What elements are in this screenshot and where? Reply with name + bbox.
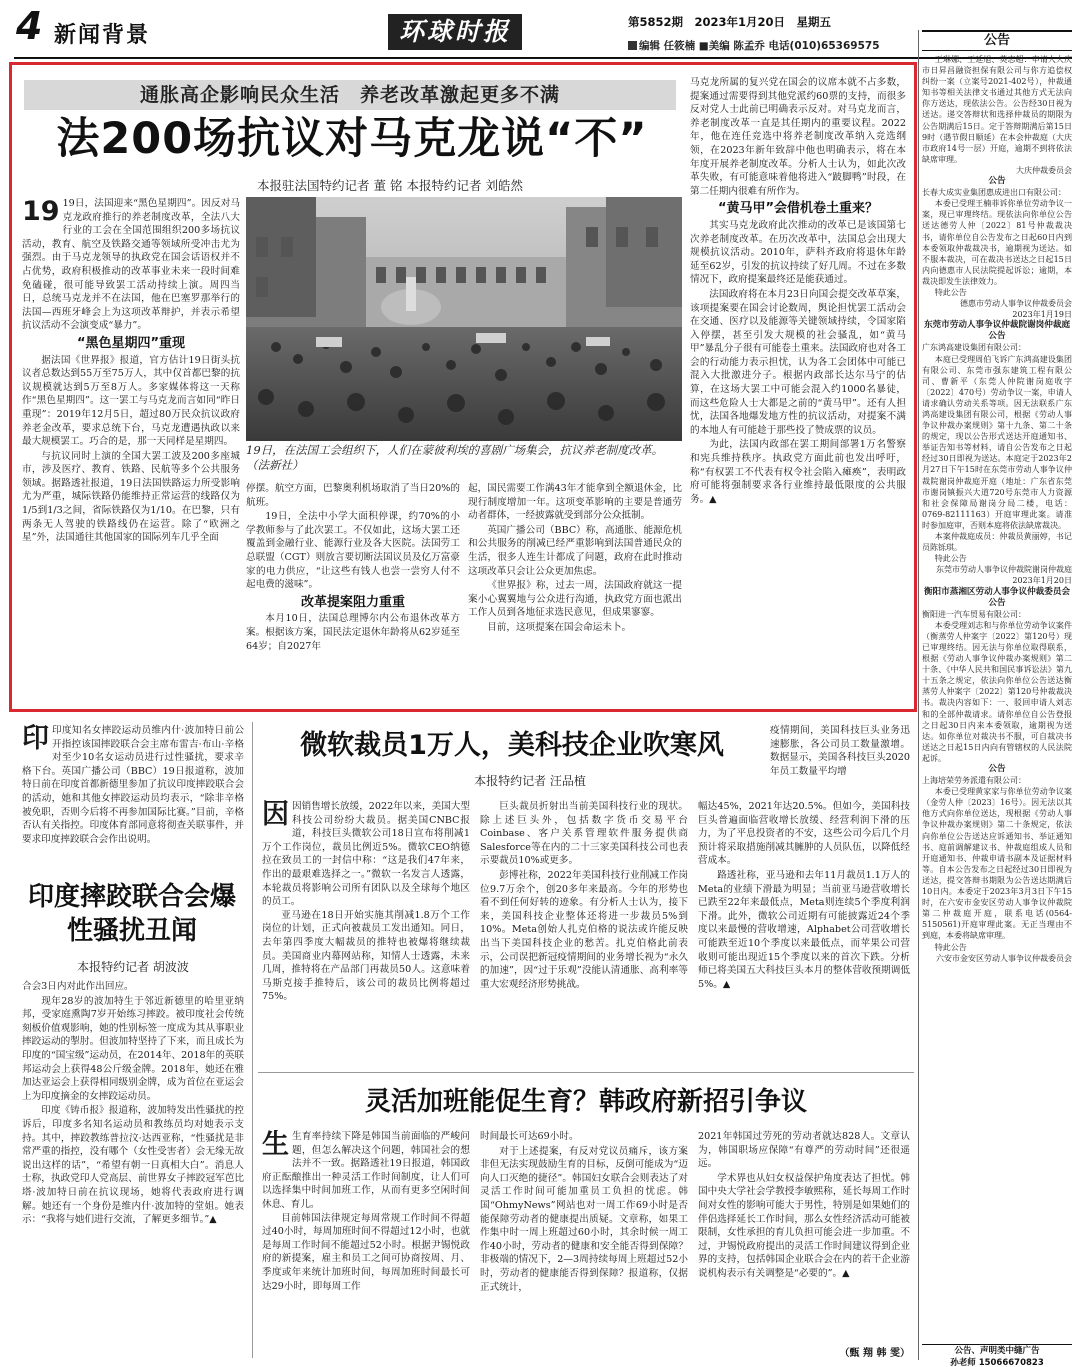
notice-heading-3: 东莞市劳动人事争议仲裁院谢岗仲裁庭公告 bbox=[923, 320, 1071, 342]
lead-col4c-text: 法国政府将在本月23日向国会提交改革草案，该项提案要在国会讨论数周，舆论担忧罢工活动会在交通、医疗以及能源等关键领域持续，令国家陷入停摆，甚至引发大规模的社会骚乱，如“黄马甲”暴乱分子很有可能卷土重来。法国政府也对各工会的行动能力表示担忧，认为各工会团体中可能已混入大批激进分子。根据内政部长达尔马宁的估算，在这场大罢工中可能会混入约1000名暴徒，而这些危险人士大都是之前的“黄马甲”。还有人担忧，法国各地爆发地方性的抗议活动，对提案不满的本地人有可能趁于那些投了赞成票的议员。 bbox=[690, 288, 906, 436]
microsoft-column-3 bbox=[698, 800, 910, 1062]
lead-col2b-text: 19日，全法中小学大面积停课，约70%的小学教师参与了此次罢工。不仅如此，这场大罢工还覆盖到金融行业、能源行业及各大医院。法国劳工总联盟（CGT）则放言要切断法国议员及亿万富豪家的电力供应，“让这些有钱人也尝一尝穷人付不起电费的滋味”。 bbox=[246, 511, 460, 591]
notice-column bbox=[922, 30, 1072, 1367]
dropcap: 19 bbox=[22, 197, 60, 227]
notice-title: 公告 bbox=[922, 30, 1072, 51]
dropcap: 因 bbox=[262, 800, 289, 830]
notice-text-4: 衡阳进一汽车贸易有限公司： bbox=[922, 609, 1026, 619]
editor-text: 编辑 任筱楠 ■美编 陈孟乔 电话(010)65369575 bbox=[639, 40, 880, 52]
korea-col1-text: 生育率持续下降是韩国当前面临的严峻问题，但怎么解决这个问题，韩国社会的想法并不一致。据路透社19日报道，韩国政府正酝酿推出一种灵活工作时间制度，让人们可以选择集中时间加班工作，从而有更多空闲时间休息、育儿。 bbox=[262, 1131, 470, 1210]
lead-subhead-3: “黄马甲”会借机卷土重来？ bbox=[717, 201, 879, 217]
notice-text-1: 王琳娜、王延旭、英志超：申请人大庆市日昇昌融资担保有限公司与你方追偿权纠纷一案（立案号2021-402号），仲裁通知书等相关法律文书通过其他方式无法向你方送达，现依法公告。公告经30日视为送达。递交答辩状和选择仲裁员的期限为公告期满后15日。定于答辩期满后第15日9时（遇节假日顺延）在本会仲裁庭（大庆市政府14号一层）开庭，逾期不到将依法缺席审理。 bbox=[922, 55, 1072, 164]
microsoft-col3b-text: 路透社称，亚马逊和去年11月裁员1.1万人的Meta的业绩下滑最为明显；当前亚马逊营收增长已跌至22年来最低点，Meta则连续5个季度利润下滑。此外，微软公司近期有可能披露近24个季度以来最慢的营收增速，Alphabet公司营收增长可能跌至近10个季度以来最低点，而苹果公司营收则可能出现近15个季度以来的首次下跌。分析师已将美国五大科技巨头本月的整体营收预期调低5%。▲ bbox=[698, 869, 910, 990]
notice-text-4b: 本委受理刘志和与你单位劳动争议案件（衡蒸劳人仲案字〔2022〕第120号）现已审理终结。因无法与你单位取得联系，根据《劳动人事争议仲裁办案规则》第二十条、《中华人民共和国民事诉讼法》第九十五条之规定，依法向你单位公告送达衡蒸劳人仲案字〔2022〕第120号仲裁裁决书。裁决内容如下：一、驳回申请人刘志和的全部仲裁请求。请你单位自公告登报之日起30日内来本委领取，逾期视为送达。如你单位对裁决书不服，可自裁决书送达之日起15日内向有管辖权的人民法院起诉。 bbox=[922, 620, 1072, 763]
notice-divider bbox=[918, 30, 919, 1360]
lead-col4d-text: 为此，法国内政部在罢工期间部署1万名警察和宪兵维持秩序。执政党方面此前也发出呼吁，称“有权罢工不代表有权令社会陷入瘫痪”，表明政府可能将强制要求各行业维持最低限度的公共服务。▲ bbox=[690, 439, 906, 505]
notice-sign-3: 特此公告 bbox=[934, 554, 967, 564]
india-body3-text: 印度《铸币报》报道称，波加特发出性骚扰的控诉后，印度多名知名运动员和教练员均对她表示支持。其中，摔跤教练普拉汶·达西亚称，“性骚扰是非常严重的指控，没有哪个（女性受害者）会无缘无故说出这样的话”，“希望有朝一日真相大白”。消息人士称，执政党印人党高层、前世界女子摔跤冠军芭比塔·波加特日前在抗议现场，她将代表政府进行调解。她还有一个身份是维内什·波加特的堂姐。她表示：“我将与她们进行交流，了解更多细节。”▲ bbox=[22, 1105, 244, 1226]
issue-info: 第5852期 2023年1月20日 星期五 bbox=[628, 15, 832, 29]
korea-col3-text: 2021年韩国过劳死的劳动者就达828人。文章认为，韩国职场应保障“有尊严的劳动时间”还很遥远。 bbox=[698, 1131, 910, 1170]
section-title: 新闻背景 bbox=[54, 23, 151, 48]
lead-column-2 bbox=[246, 482, 460, 704]
protest-photo bbox=[246, 197, 682, 441]
india-body-text: 合会3日内对此作出回应。 bbox=[22, 981, 134, 992]
lead-col2c-text: 本月10日，法国总理博尔内公布退休改革方案。根据该方案，国民法定退休年龄将从62岁延至64岁；自2027年 bbox=[246, 613, 460, 652]
protest-photo-image bbox=[246, 197, 682, 441]
lead-column-3 bbox=[468, 482, 682, 704]
india-body bbox=[22, 980, 244, 1358]
microsoft-col3-text: 幅达45%，2021年达20.5%。但如今，美国科技巨头普遍面临营收增长放缓、经营利润下滑的压力，为了平息投资者的不安，这些公司今后几个月预计将采取措施削减其臃肿的人员队伍，以降低经营成本。 bbox=[698, 801, 910, 867]
notice-sign-5b: 六安市金安区劳动人事争议仲裁委员会 bbox=[936, 953, 1072, 963]
lead-col4b-text: 其实马克龙政府此次推动的改革已是该国第七次养老制度改革。在历次改革中，法国总会出现大规模抗议活动。2010年，萨科齐政府将退休年龄延至62岁，引发的抗议持续了好几周。不过在多数情况下，政府提案最终还是能获通过。 bbox=[690, 219, 906, 286]
notice-sign-1: 大庆仲裁委员会 bbox=[1016, 165, 1072, 175]
notice-date-2: 2023年1月19日 bbox=[1012, 310, 1072, 320]
microsoft-byline: 本报特约记者 汪品植 bbox=[474, 774, 586, 788]
india-intro-text: 印度知名女摔跤运动员维内什·波加特日前公开指控该国摔跤联合会主席布雷吉·布山·辛格对至少10名女运动员进行过性骚扰，要求辛格下台。英国广播公司（BBC）19日报道称，波加特日前在印度首都新德里参加了抗议印度摔跤联合会的活动，她和其他女摔跤运动员均表示，“除非辛格被免职，否则今后将不再参加国际比赛。”目前，辛格否认有关指控。印度体育部同意将彻查关联事件，并要求印度摔跤联合会作出说明。 bbox=[22, 725, 244, 845]
lead-col3-text: 起，国民需要工作满43年才能拿到全额退休金，比现行制度增加一年。这项变革影响的主要是普通劳动者群体，一经披露就受到部分公众抵制。 bbox=[468, 483, 682, 522]
korea-col3b-text: 学术界也从妇女权益保护角度表达了担忧。韩国中央大学社会学教授李敏熙称，延长每周工作时间对女性的影响可能大于男性，特别是如果她们的伴侣选择延长工作时间，那么女性经济活动可能被限制，女性承担的育儿负担可能会进一步加重。不过，尹锡悦政府提出的灵活工作时间建议得到企业界的支持，包括韩国企业联合会在内的若干企业游说机构表示有关调整是“必要的”。▲ bbox=[698, 1172, 910, 1279]
section-divider bbox=[258, 1072, 914, 1073]
notice-text-5b: 本委已受理黄家家与你单位劳动争议案（金劳人仲〔2023〕16号）。因无法以其他方式向你单位送达，现根据《劳动人事争议仲裁办案规则》第二十条规定，依法向你单位公告送达应诉通知书、举证通知书、庭前调解建议书、仲裁庭组成人员和开庭通知书、仲裁申请书副本及证据材料等。自本公告发布之日起经过30日即视为送达，提交答辩书期限为公告送达期满后10日内。本委定于2023年3月3日下午15时，在六安市金安区劳动人事争议仲裁院第二仲裁庭开庭，联系电话(0564-5150561)开庭审理此案。无正当理由不到庭，本委将缺席审理。 bbox=[922, 787, 1072, 941]
microsoft-side bbox=[770, 724, 910, 798]
notice-date-3: 2023年1月20日 bbox=[1012, 576, 1072, 586]
notice-heading-4: 衡阳市蒸湘区劳动人事争议仲裁委员会公告 bbox=[923, 586, 1071, 608]
notice-text-2b: 本委已受理王楠菲诉你单位劳动争议一案，现已审理终结。现依法向你单位公告送达德劳人仲〔2022〕81号仲裁裁决书，请你单位自公告发布之日起60日内到本委领取仲裁裁决书，逾期视为送达。如不服本裁决，可在裁决书送达之日起15日内向德惠市人民法院提起诉讼；逾期，本裁决即发生法律效力。 bbox=[922, 199, 1072, 286]
notice-text-5: 上海培荣劳务派遣有限公司： bbox=[922, 776, 1026, 786]
india-title: 印度摔跤联合会爆性骚扰丑闻 bbox=[27, 882, 236, 946]
lead-subhead-2: 改革提案阻力重重 bbox=[300, 594, 405, 610]
lead-byline: 本报驻法国特约记者 董 铭 本报特约记者 刘皓然 bbox=[257, 178, 523, 193]
lead-col3b-text: 英国广播公司（BBC）称，高通胀、能源危机和公共服务的削减已经严重影响到法国普通民众的生活，很多人连生计都成了问题，政府在此时推动这项改革只会让公众更加焦虑。 bbox=[468, 524, 682, 577]
microsoft-side-text: 疫情期间，美国科技巨头业务迅速膨胀，各公司员工数量激增。数据显示，美国各科技巨头2020年员工数量平均增 bbox=[770, 725, 910, 777]
lead-col1b-text: 据法国《世界报》报道，官方估计19日街头抗议者总数达到55万至75万人，其中仅首都巴黎的抗议规模就达到5万至8万人。多家媒体将这一天称作“黑色星期四”。这一罢工与马克龙而言如同“昨日重现”：2019年12月5日，超过80万民众抗议政府养老金改革，要求总统下台，马克龙遭遇执政以来最大规模罢工。巧合的是，那一天同样是星期四。 bbox=[22, 354, 240, 448]
lead-kicker: 通胀高企影响民众生活 养老改革激起更多不满 bbox=[24, 80, 676, 110]
microsoft-col1-text: 因销售增长放缓，2022年以来，美国大型科技公司纷纷大裁员。据美国CNBC报道，科技巨头微软公司18日宣布将削减1万个工作岗位，裁员比例近5%。微软CEO纳德拉在致员工的一封信中称：“这是我们47年来，作出的最艰难选择之一。”微软一名发言人透露，本轮裁员将影响公司所有团队以及全球每个地区的员工。 bbox=[262, 801, 470, 908]
notice-text-2: 长春大成实业集团惠成进出口有限公司： bbox=[922, 188, 1066, 198]
notice-ad-label: 公告、声明类中缝广告 bbox=[954, 1346, 1040, 1356]
lead-col3d-text: 目前，这项提案在国会命运未卜。 bbox=[487, 621, 632, 633]
notice-heading-2: 公告 bbox=[988, 176, 1006, 187]
lead-col2-text: 停摆。航空方面，巴黎奥利机场取消了当日20%的航班。 bbox=[246, 483, 460, 508]
korea-column-3 bbox=[698, 1130, 910, 1344]
notice-heading-5: 公告 bbox=[988, 764, 1006, 774]
lead-col1c-text: 与抗议同时上演的全国大罢工波及200多座城市，涉及医疗、教育、铁路、民航等多个公共服务领域。据路透社报道，19日法国铁路运力所受影响尤为严重，城际铁路仍能维持正常运营的线路仅为1/5到1/3之间，省际铁路仅为1/10。在巴黎，只有两条无人驾驶的铁路线仍在运营。除了“欧洲之星”外，法国通往其他国家的国际列车几乎全面 bbox=[22, 450, 240, 544]
editor-info bbox=[628, 38, 880, 53]
lead-column-1 bbox=[22, 197, 240, 702]
lead-col3c-text: 《世界报》称，过去一周，法国政府就这一提案小心翼翼地与公众进行沟通，执政党方面也派出工作人员到各地征求选民意见，但成果寥寥。 bbox=[468, 580, 682, 619]
notice-ad-contact: 孙老师 15066670823 bbox=[950, 1358, 1044, 1367]
korea-byline: （甄 翔 韩 雯） bbox=[839, 1348, 910, 1359]
microsoft-column-1 bbox=[262, 800, 470, 1062]
notice-text-3: 广东鸿高建设集团有限公司： bbox=[922, 343, 1026, 353]
lead-subhead-1: “黑色星期四”重现 bbox=[76, 335, 186, 351]
page-number: 4 bbox=[16, 4, 43, 48]
newspaper-logo: 环球时报 bbox=[388, 14, 522, 50]
notice-sign-2: 特此公告 bbox=[934, 287, 967, 297]
notice-sign-3b: 东莞市劳动人事争议仲裁院谢岗仲裁庭 bbox=[936, 565, 1072, 575]
microsoft-col2b-text: 彭博社称，2022年美国科技行业削减工作岗位9.7万余个，创20多年来最高。今年的形势也看不到任何好转的迹象。有分析人士认为，接下来，美国科技企业整体还将进一步裁员5%到10%。Meta创始人扎克伯格的说法或许能反映出当下美国科技企业的愁苦。扎克伯格此前表示，公司误把新冠疫情期间的业务增长视为“永久的加速”，因“过于乐观”没能认清通胀、高利率等重大宏观经济形势挑战。 bbox=[480, 869, 688, 990]
korea-title: 灵活加班能促生育？韩政府新招引争议 bbox=[364, 1087, 807, 1117]
microsoft-title: 微软裁员1万人，美科技企业吹寒风 bbox=[300, 730, 724, 761]
korea-column-2 bbox=[480, 1130, 688, 1358]
microsoft-col2-text: 巨头裁员折射出当前美国科技行业的现状。除上述巨头外，包括数字货币交易平台Coinbase、客户关系管理软件服务提供商Salesforce等在内的二十三家美国科技公司也表示要裁员10%或更多。 bbox=[480, 801, 688, 867]
dropcap: 生 bbox=[262, 1130, 289, 1160]
square-icon bbox=[628, 41, 637, 50]
india-byline: 本报特约记者 胡波波 bbox=[77, 960, 189, 974]
top-rule bbox=[14, 57, 1072, 59]
notice-sign-5: 特此公告 bbox=[934, 942, 967, 952]
korea-col2b-text: 对于上述提案，有反对党议员痛斥，该方案非但无法实现鼓励生育的目标，反倒可能成为“迈向人口灭绝的捷径”。韩国妇女联合会则表达了对灵活工作时间可能加重员工负担的忧虑。韩国“OhmyNews”网站也对一周工作69小时是否能保障劳动者的健康提出质疑。文章称，如果工作集中时一周上班超过60小时，其余时候一周工作40小时，劳动者的健康和安全能否得到保障？非极端的情况下，2—3周持续每周上班超过52小时，劳动者的健康能否得到保障？报道称，仅据正式统计， bbox=[480, 1145, 688, 1293]
notice-text-3b: 本庭已受理周伯飞诉广东鸿高建设集团有限公司、东莞市强东建筑工程有限公司、曹新平（东莞人仲院谢岗庭收字〔2022〕470号）劳动争议一案，申请人请求确认劳动关系等项。因无法联系广东鸿高建设集团有限公司，根据《劳动人事争议仲裁办案规则》第十九条、第二十条的规定，现以公告形式送达开庭通知书、举证告知书等材料，请自公告发布之日起经过30日即视为送达。本庭定于2023年2月27日下午15时在东莞市劳动人事争议仲裁院谢岗仲裁庭开庭（地址：广东省东莞市谢岗镇振兴大道720号东莞市人力资源和社会保障局谢岗分局二楼，电话：0769-82111163）开庭审理此案。请准时参加庭审，否则本庭将依法缺席裁决。 bbox=[922, 354, 1072, 530]
lead-col1-text: 19日，法国迎来“黑色星期四”。因反对马克龙政府推行的养老制度改革，全法八大行业的工会在全国范围组织200多场抗议活动，教育、航空及铁路交通等领域所受冲击尤为强烈。由于马克龙领导的执政党在国会话语权并不占优势，政府积极推动的改革事业未来一段时间难免磕碰，很可能导致罢工活动持续上演。周四当日，总统马克龙并不在法国，他在巴塞罗那举行的法国—西班牙峰会上为这项改革辩护，并表示希望抗议活动不会演变成“暴力”。 bbox=[22, 198, 240, 332]
lead-headline: 法200场抗议对马克龙说“不” bbox=[56, 114, 648, 164]
dropcap: 印 bbox=[22, 724, 49, 754]
korea-col2-text: 时间最长可达69小时。 bbox=[480, 1131, 579, 1142]
india-intro bbox=[22, 724, 244, 876]
notice-ad bbox=[922, 1344, 1072, 1367]
notice-sign-2b: 德惠市劳动人事争议仲裁委员会 bbox=[960, 299, 1072, 309]
india-body2-text: 现年28岁的波加特生于邻近新德里的哈里亚纳邦，受家庭熏陶7岁开始练习摔跤。被印度社会传统刻板价值观影响，她的性别标签一度成为其从事职业摔跤运动的掣肘。但波加特坚持了下来，而且成长为印度的“国宝级”运动员，在2014年、2018年的英联邦运动会上获得48公斤级金牌。2018年，她还在雅加达亚运会上获得相同级别金牌，成为首位在亚运会上为印度摘金的女摔跤运动员。 bbox=[22, 995, 244, 1102]
notice-text-3c: 本案仲裁庭成员：仲裁员黄丽婷，书记员陈铄琪。 bbox=[922, 532, 1072, 553]
microsoft-col1b-text: 亚马逊在18日开始实施其削减1.8万个工作岗位的计划，正式向被裁员工发出通知。同日，去年第四季度大幅裁员的推特也被爆将继续裁员。美国商业内幕网站称，知情人士透露，未来几周，推特将在产品部门再裁员50人。这意味着马斯克接手推特后，该公司的裁员比例将超过75%。 bbox=[262, 909, 470, 1003]
notice-body bbox=[922, 54, 1072, 1344]
column-divider bbox=[252, 722, 253, 1358]
lead-column-4 bbox=[690, 76, 906, 704]
photo-caption: 19日，在法国工会组织下，人们在蒙彼利埃的喜剧广场集会，抗议养老制度改革。 （法新社） bbox=[246, 443, 704, 472]
korea-column-1 bbox=[262, 1130, 470, 1358]
microsoft-column-2 bbox=[480, 800, 688, 1062]
lead-col4-text: 马克龙所属的复兴党在国会的议席本就不占多数，提案通过需要得到其他党派约60票的支持，而很多反对党人士此前已明确表示反对。对马克龙而言，养老制度改革一直是其任期内的重要议程。2022年，他在连任竞选中将养老制度改革纳入竞选纲领，在2023年新年致辞中他也明确表示，将在本年度开展养老制度改革。分析人士认为，如此次改革失败，有可能意味着他将进入“跛脚鸭”时段，在第二任期内很难有所作为。 bbox=[690, 77, 906, 197]
korea-col1b-text: 目前韩国法律规定每周常规工作时间不得超过40小时，每周加班时间不得超过12小时，也就是每周工作时间不能超过52小时。根据尹锡悦政府的新提案，雇主和员工之间可协商按周、月、季度或年来统计加班时间，每周加班时间最长可达29小时，即每周工作 bbox=[262, 1212, 470, 1292]
